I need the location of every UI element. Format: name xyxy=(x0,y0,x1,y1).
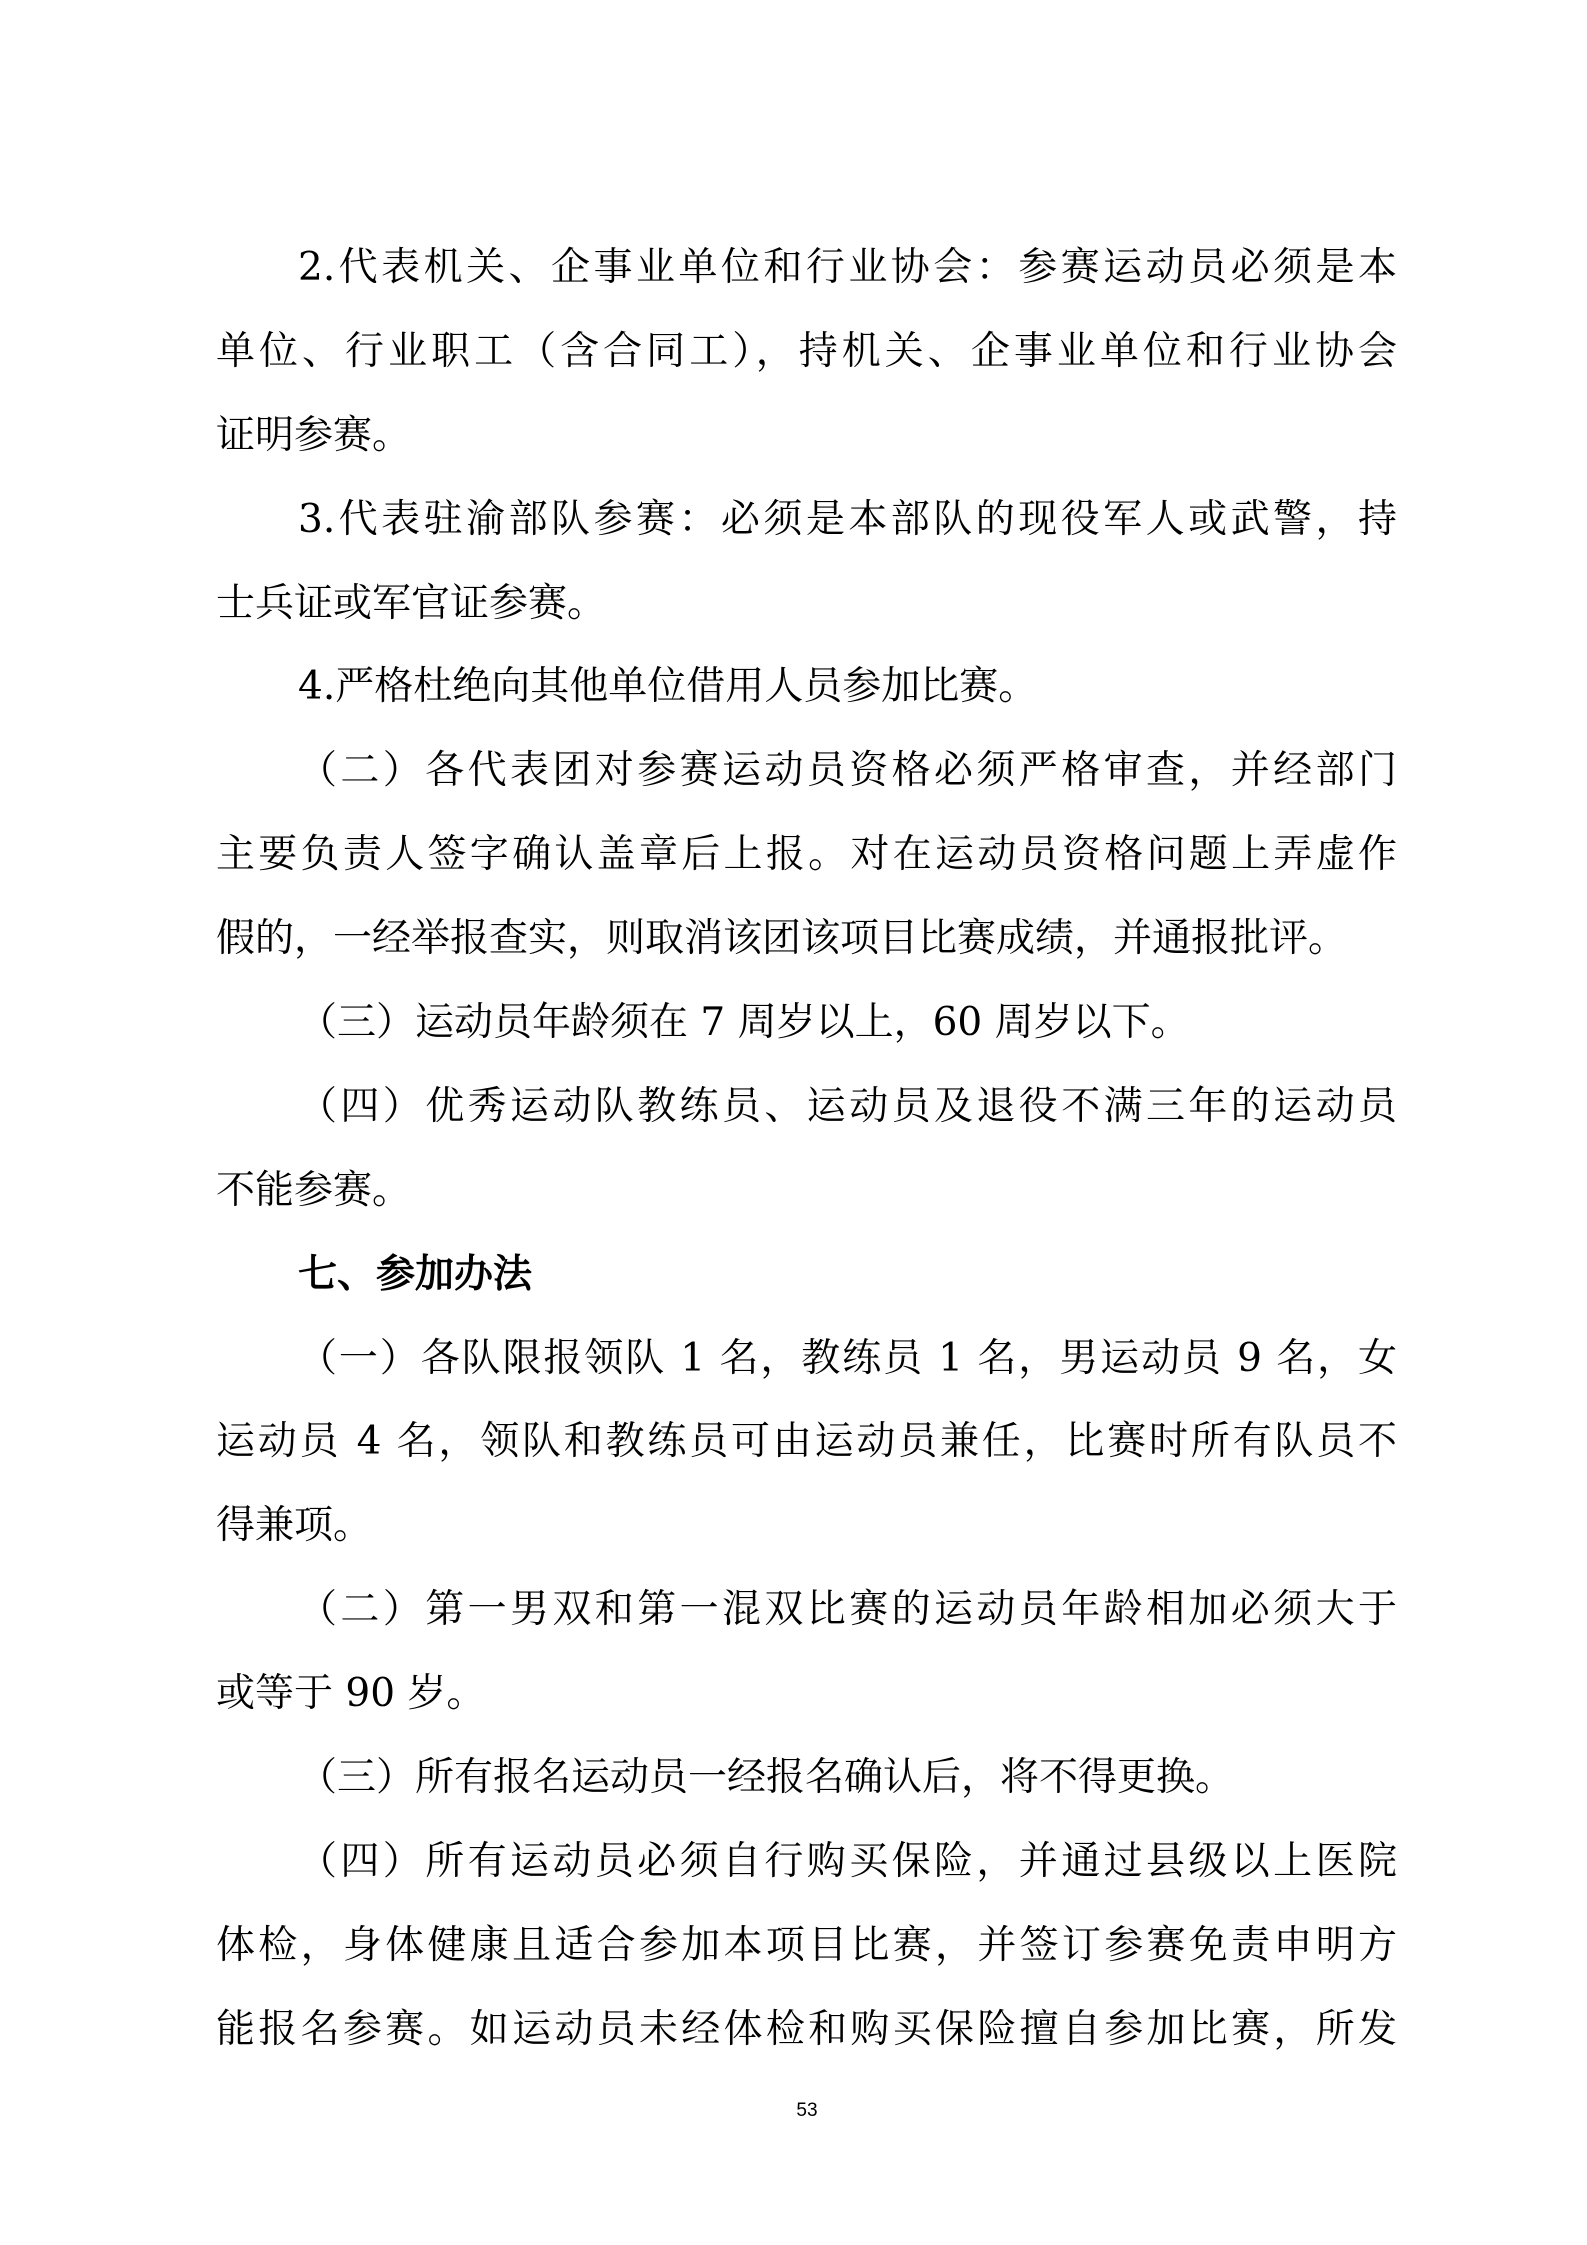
paragraph xyxy=(216,1584,1397,1752)
text-line: 3.代表驻渝部队参赛：必须是本部队的现役军人或武警，持 xyxy=(298,496,1397,542)
text-line: 能报名参赛。如运动员未经体检和购买保险擅自参加比赛，所发 xyxy=(216,2006,1397,2052)
text-line: （二）第一男双和第一混双比赛的运动员年龄相加必须大于 xyxy=(298,1587,1397,1633)
paragraph xyxy=(216,494,1397,662)
text-line: 证明参赛。 xyxy=(216,412,412,458)
document-body xyxy=(216,242,1397,2088)
text-line: 主要负责人签字确认盖章后上报。对在运动员资格问题上弄虚作 xyxy=(216,832,1397,878)
text-line: 士兵证或军官证参赛。 xyxy=(216,580,607,626)
text-line: 单位、行业职工（含合同工），持机关、企事业单位和行业协会 xyxy=(216,328,1397,374)
text-line: 2.代表机关、企事业单位和行业协会：参赛运动员必须是本 xyxy=(298,245,1397,290)
paragraph xyxy=(216,1081,1397,1249)
text-line: 得兼项。 xyxy=(216,1503,373,1549)
text-line: 体检，身体健康且适合参加本项目比赛，并签订参赛免责申明方 xyxy=(216,1922,1397,1968)
text-line: 七、参加办法 xyxy=(298,1251,533,1297)
text-line: （四）所有运动员必须自行购买保险，并通过县级以上医院 xyxy=(298,1838,1397,1884)
page-number: 53 xyxy=(796,2100,818,2121)
text-line: 不能参赛。 xyxy=(216,1167,412,1213)
paragraph xyxy=(216,242,1397,494)
section-heading xyxy=(216,1249,1397,1333)
text-line: （一）各队限报领队 1 名，教练员 1 名，男运动员 9 名，女 xyxy=(298,1335,1397,1381)
paragraph xyxy=(216,1333,1397,1585)
text-line: 或等于 90 岁。 xyxy=(216,1671,486,1717)
paragraph xyxy=(216,661,1397,745)
paragraph xyxy=(216,997,1397,1081)
text-line: （三）运动员年龄须在 7 周岁以上，60 周岁以下。 xyxy=(298,1000,1190,1046)
text-line: （二）各代表团对参赛运动员资格必须严格审查，并经部门 xyxy=(298,748,1397,794)
text-line: 4.严格杜绝向其他单位借用人员参加比赛。 xyxy=(298,664,1038,710)
text-line: 假的，一经举报查实，则取消该团该项目比赛成绩，并通报批评。 xyxy=(216,916,1348,962)
paragraph xyxy=(216,1752,1397,1836)
text-line: 运动员 4 名，领队和教练员可由运动员兼任，比赛时所有队员不 xyxy=(216,1419,1397,1465)
paragraph xyxy=(216,1836,1397,2088)
text-line: （四）优秀运动队教练员、运动员及退役不满三年的运动员 xyxy=(298,1083,1397,1129)
paragraph xyxy=(216,745,1397,997)
text-line: （三）所有报名运动员一经报名确认后，将不得更换。 xyxy=(298,1755,1235,1801)
